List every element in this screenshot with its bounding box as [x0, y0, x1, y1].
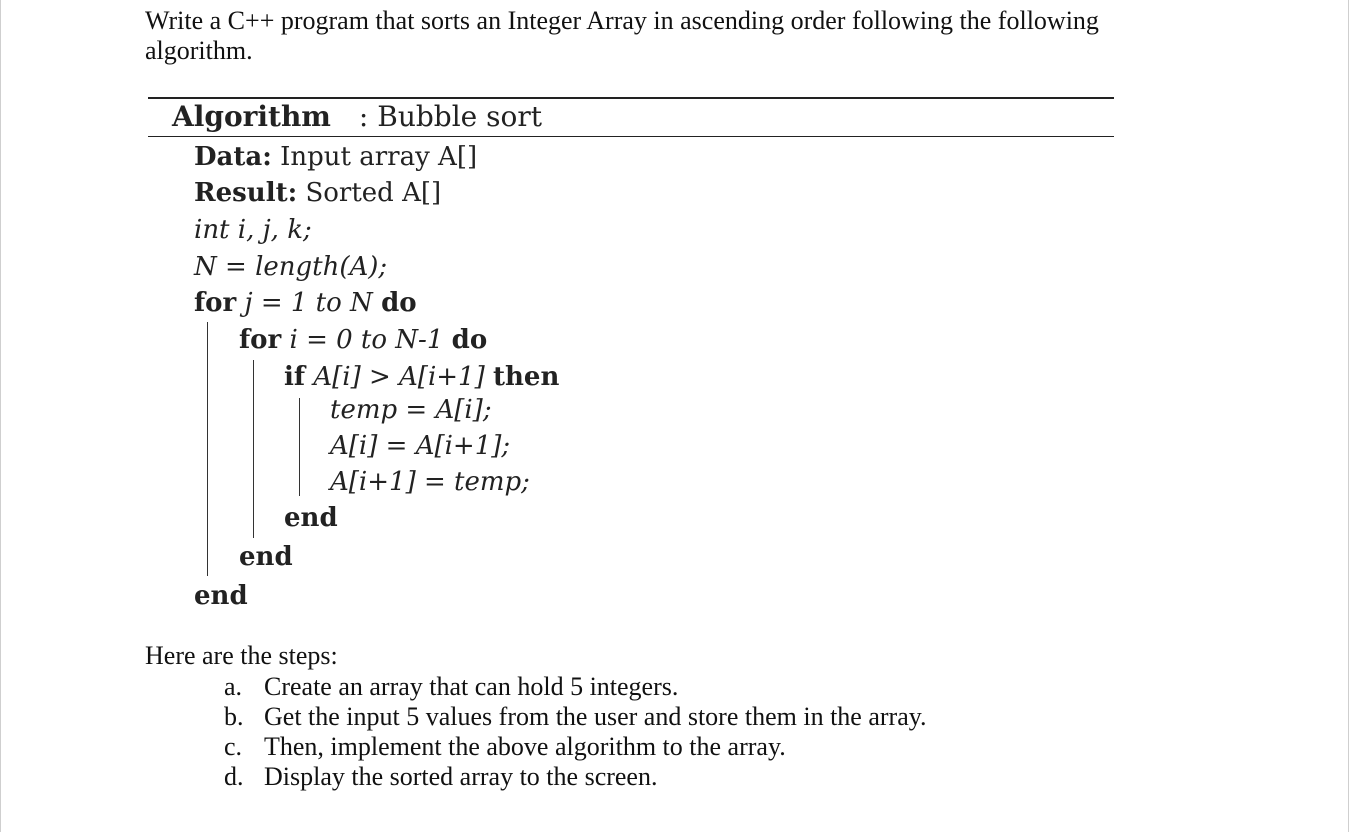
- inner-for-keyword: for: [239, 325, 282, 355]
- algo-result-line: [194, 176, 441, 210]
- step-marker: d.: [224, 762, 244, 791]
- step-text: Create an array that can hold 5 integers.: [264, 672, 679, 701]
- step-marker: a.: [224, 672, 243, 701]
- algo-outer-for-line: [194, 286, 417, 320]
- algo-data-line: [194, 140, 477, 174]
- result-text: Sorted A[]: [305, 178, 442, 208]
- step-text: Then, implement the above algorithm to the array.: [264, 732, 786, 761]
- step-marker: b.: [224, 702, 244, 731]
- algorithm-title: [172, 100, 542, 134]
- algo-end-if: end: [284, 503, 338, 533]
- algo-swap-line-2: A[i] = A[i+1];: [330, 431, 511, 461]
- step-text: Get the input 5 values from the user and store them in the array.: [264, 702, 927, 731]
- step-item: [224, 672, 678, 702]
- if-keyword: if: [284, 362, 306, 392]
- algorithm-top-rule: [148, 97, 1114, 99]
- if-condition: A[i] > A[i+1]: [313, 362, 485, 392]
- data-text: Input array A[]: [280, 142, 478, 172]
- if-then: then: [493, 362, 560, 392]
- step-marker: c.: [224, 732, 243, 761]
- step-item: [224, 762, 657, 792]
- algo-if-line: [284, 360, 559, 394]
- algorithm-keyword: Algorithm: [172, 100, 331, 133]
- inner-loop-bar: [253, 360, 254, 538]
- step-item: [224, 702, 927, 732]
- if-block-bar: [299, 398, 300, 496]
- data-label: Data:: [194, 142, 272, 172]
- algo-inner-for-line: [239, 323, 487, 357]
- algo-end-outer: end: [194, 581, 248, 611]
- result-label: Result:: [194, 178, 298, 208]
- algo-swap-line-1: temp = A[i];: [330, 395, 492, 425]
- algo-end-inner: end: [239, 542, 293, 572]
- outer-for-do: do: [381, 288, 417, 318]
- step-text: Display the sorted array to the screen.: [264, 762, 658, 791]
- inner-for-range: i = 0 to N-1: [289, 325, 444, 355]
- question-intro: Write a C++ program that sorts an Integer Array in ascending order following the following algorithm.: [145, 6, 1099, 65]
- algorithm-title-rule: [148, 136, 1114, 137]
- algo-length-line: N = length(A);: [194, 252, 388, 282]
- step-item: [224, 732, 786, 762]
- algorithm-name: : Bubble sort: [358, 100, 543, 133]
- outer-loop-bar: [207, 322, 208, 576]
- inner-for-do: do: [451, 325, 488, 355]
- algo-decl-line: int i, j, k;: [194, 215, 312, 245]
- algo-swap-line-3: A[i+1] = temp;: [330, 467, 530, 497]
- outer-for-keyword: for: [194, 288, 237, 318]
- steps-intro: Here are the steps:: [145, 641, 338, 670]
- outer-for-range: j = 1 to N: [244, 288, 373, 318]
